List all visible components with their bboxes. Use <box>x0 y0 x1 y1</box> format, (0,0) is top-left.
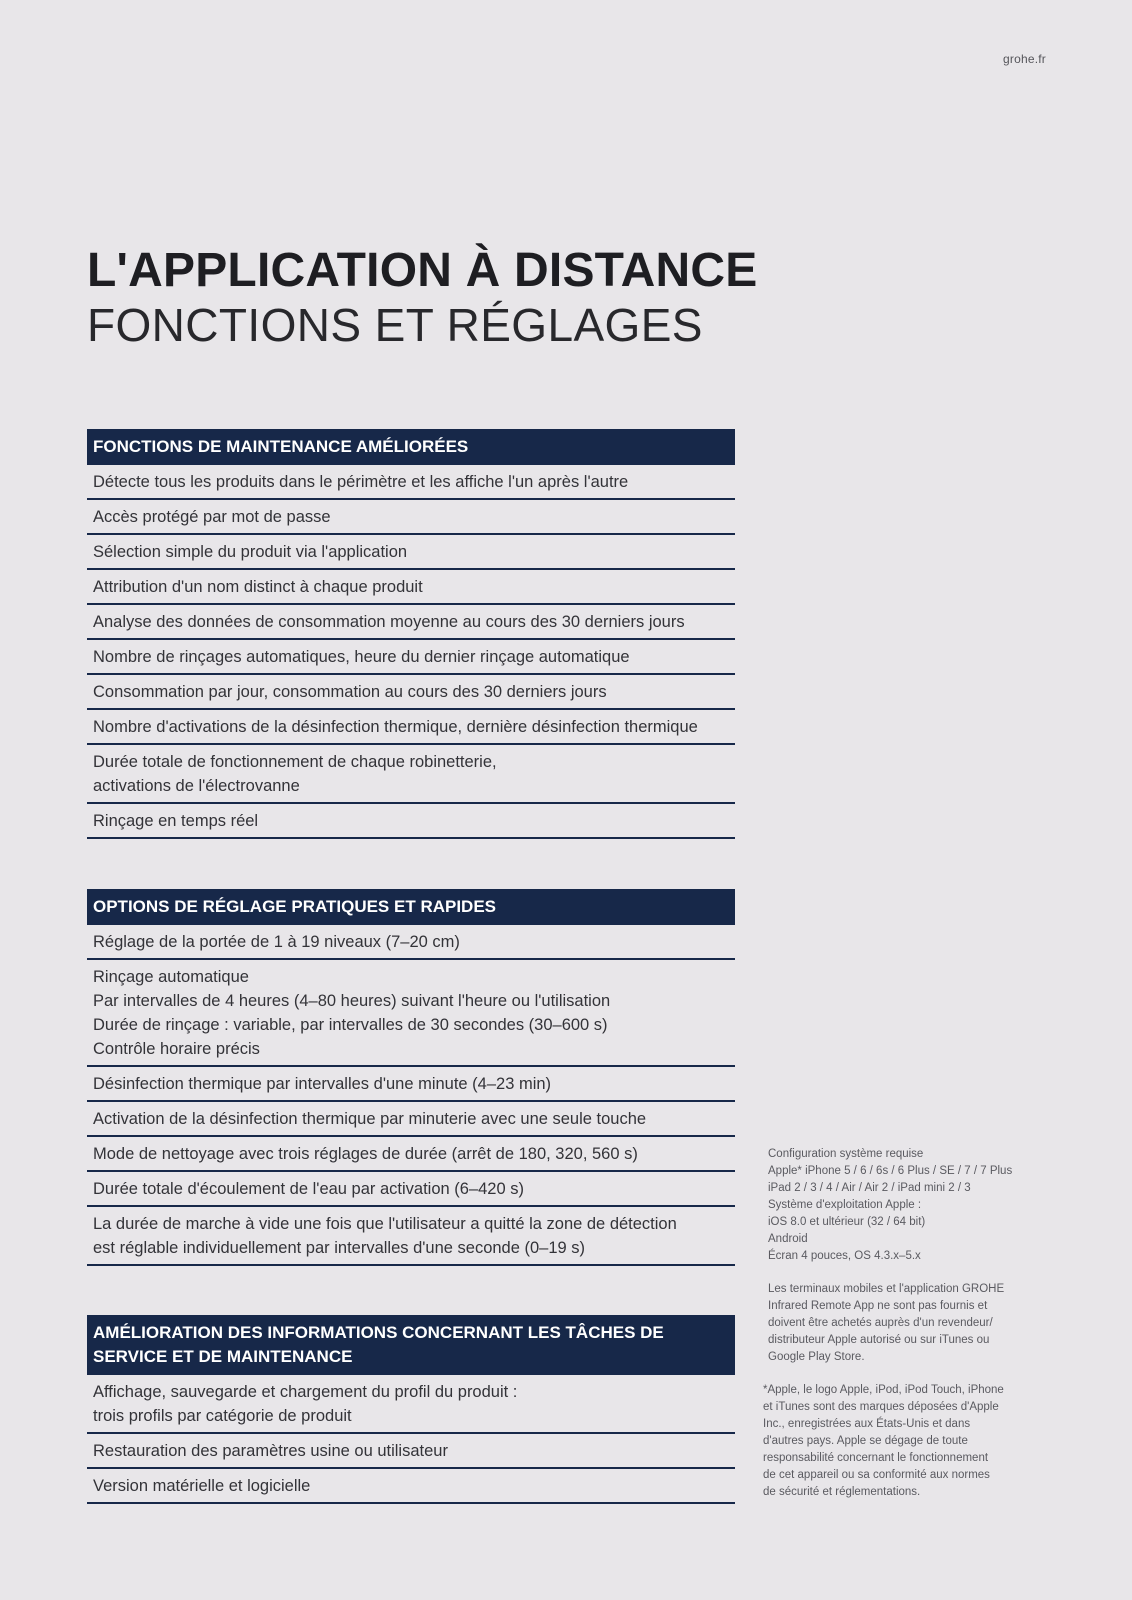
feature-row-text: Attribution d'un nom distinct à chaque produit <box>93 578 423 596</box>
feature-row <box>87 1067 735 1102</box>
section-heading-line: OPTIONS DE RÉGLAGE PRATIQUES ET RAPIDES <box>93 897 497 916</box>
sidebar-text-line: Les terminaux mobiles et l'application GROHE <box>768 1283 1005 1295</box>
device-notice <box>768 1281 1048 1366</box>
sidebar-text-line: iOS 8.0 et ultérieur (32 / 64 bit) <box>768 1216 926 1228</box>
feature-row-text: activations de l'électrovanne <box>93 777 300 795</box>
sidebar-text-line: Google Play Store. <box>768 1351 865 1363</box>
feature-row <box>87 605 735 640</box>
section-heading-line: SERVICE ET DE MAINTENANCE <box>93 1347 353 1366</box>
section-heading-line: AMÉLIORATION DES INFORMATIONS CONCERNANT LES TÂCHES DE <box>93 1323 664 1342</box>
sidebar-text-line: distributeur Apple autorisé ou sur iTunes ou <box>768 1334 990 1346</box>
sidebar-text-line: Apple* iPhone 5 / 6 / 6s / 6 Plus / SE / 7 / 7 Plus <box>768 1165 1013 1177</box>
feature-row-text: Contrôle horaire précis <box>93 1040 260 1058</box>
feature-row-text: Sélection simple du produit via l'application <box>93 543 408 561</box>
feature-row <box>87 1434 735 1469</box>
feature-row-text: est réglable individuellement par intervalles d'une seconde (0–19 s) <box>93 1239 586 1257</box>
feature-row <box>87 925 735 960</box>
sidebar-text-line: Infrared Remote App ne sont pas fournis et <box>768 1300 988 1312</box>
feature-row-text: Durée totale d'écoulement de l'eau par activation (6–420 s) <box>93 1180 524 1198</box>
feature-row <box>87 1375 735 1434</box>
section-heading-line: FONCTIONS DE MAINTENANCE AMÉLIORÉES <box>93 437 469 456</box>
feature-row-text: Consommation par jour, consommation au cours des 30 derniers jours <box>93 683 607 701</box>
sidebar-text-line: iPad 2 / 3 / 4 / Air / Air 2 / iPad mini 2 / 3 <box>768 1182 971 1194</box>
feature-row-text: Affichage, sauvegarde et chargement du profil du produit : <box>93 1383 518 1401</box>
sidebar-text-line: *Apple, le logo Apple, iPod, iPod Touch, iPhone <box>763 1384 1004 1396</box>
section-heading <box>87 889 735 925</box>
sidebar-text-line: doivent être achetés auprès d'un revendeur/ <box>768 1317 993 1329</box>
sidebar-text-line: Configuration système requise <box>768 1148 924 1160</box>
feature-row-text: Rinçage en temps réel <box>93 812 259 830</box>
feature-row <box>87 1172 735 1207</box>
section-heading <box>87 1315 735 1375</box>
feature-row-text: Réglage de la portée de 1 à 19 niveaux (7–20 cm) <box>93 933 460 951</box>
feature-row <box>87 1102 735 1137</box>
trademark-footnote <box>763 1382 1048 1501</box>
title-block <box>87 244 787 352</box>
sidebar-text-line: Android <box>768 1233 808 1245</box>
feature-row <box>87 535 735 570</box>
page-subtitle: FONCTIONS ET RÉGLAGES <box>87 299 703 351</box>
feature-row <box>87 1469 735 1504</box>
feature-row-text: Nombre de rinçages automatiques, heure du dernier rinçage automatique <box>93 648 630 666</box>
feature-row-text: Durée de rinçage : variable, par intervalles de 30 secondes (30–600 s) <box>93 1016 608 1034</box>
feature-row <box>87 640 735 675</box>
feature-row <box>87 1207 735 1266</box>
sidebar-text-line: responsabilité concernant le fonctionnement <box>763 1452 989 1464</box>
feature-row <box>87 1137 735 1172</box>
section-service-information <box>87 1315 735 1504</box>
feature-row-text: Par intervalles de 4 heures (4–80 heures) suivant l'heure ou l'utilisation <box>93 992 611 1010</box>
feature-row-text: Durée totale de fonctionnement de chaque robinetterie, <box>93 753 497 771</box>
sidebar-text-line: Écran 4 pouces, OS 4.3.x–5.x <box>768 1250 921 1262</box>
feature-row-text: Version matérielle et logicielle <box>93 1477 311 1495</box>
feature-row-text: Rinçage automatique <box>93 968 249 986</box>
feature-row <box>87 675 735 710</box>
feature-row-text: La durée de marche à vide une fois que l'utilisateur a quitté la zone de détection <box>93 1215 677 1233</box>
sidebar-text-line: d'autres pays. Apple se dégage de toute <box>763 1435 968 1447</box>
sidebar-text-line: de cet appareil ou sa conformité aux normes <box>763 1469 990 1481</box>
feature-row <box>87 570 735 605</box>
feature-row-text: Désinfection thermique par intervalles d'une minute (4–23 min) <box>93 1075 552 1093</box>
system-requirements <box>768 1146 1048 1265</box>
feature-row-text: Activation de la désinfection thermique par minuterie avec une seule touche <box>93 1110 647 1128</box>
sidebar-text-line: de sécurité et réglementations. <box>763 1486 921 1498</box>
section-maintenance-functions <box>87 429 735 839</box>
sidebar-text-line: Système d'exploitation Apple : <box>768 1199 922 1211</box>
feature-row <box>87 500 735 535</box>
feature-row-text: Nombre d'activations de la désinfection thermique, dernière désinfection thermique <box>93 718 698 736</box>
page-title: L'APPLICATION À DISTANCE <box>87 244 758 297</box>
feature-row <box>87 804 735 839</box>
sidebar-notes <box>763 1146 1048 1517</box>
feature-row-text: trois profils par catégorie de produit <box>93 1407 352 1425</box>
feature-row-text: Mode de nettoyage avec trois réglages de durée (arrêt de 180, 320, 560 s) <box>93 1145 638 1163</box>
section-heading <box>87 429 735 465</box>
feature-row-text: Détecte tous les produits dans le périmètre et les affiche l'un après l'autre <box>93 473 629 491</box>
feature-row <box>87 465 735 500</box>
site-url[interactable]: grohe.fr <box>1003 52 1046 66</box>
feature-row <box>87 745 735 804</box>
section-adjustment-options <box>87 889 735 1266</box>
feature-row-text: Restauration des paramètres usine ou utilisateur <box>93 1442 448 1460</box>
feature-row-text: Analyse des données de consommation moyenne au cours des 30 derniers jours <box>93 613 685 631</box>
feature-row <box>87 710 735 745</box>
sidebar-text-line: et iTunes sont des marques déposées d'Apple <box>763 1401 999 1413</box>
feature-row <box>87 960 735 1067</box>
feature-row-text: Accès protégé par mot de passe <box>93 508 331 526</box>
sidebar-text-line: Inc., enregistrées aux États-Unis et dans <box>763 1418 971 1430</box>
